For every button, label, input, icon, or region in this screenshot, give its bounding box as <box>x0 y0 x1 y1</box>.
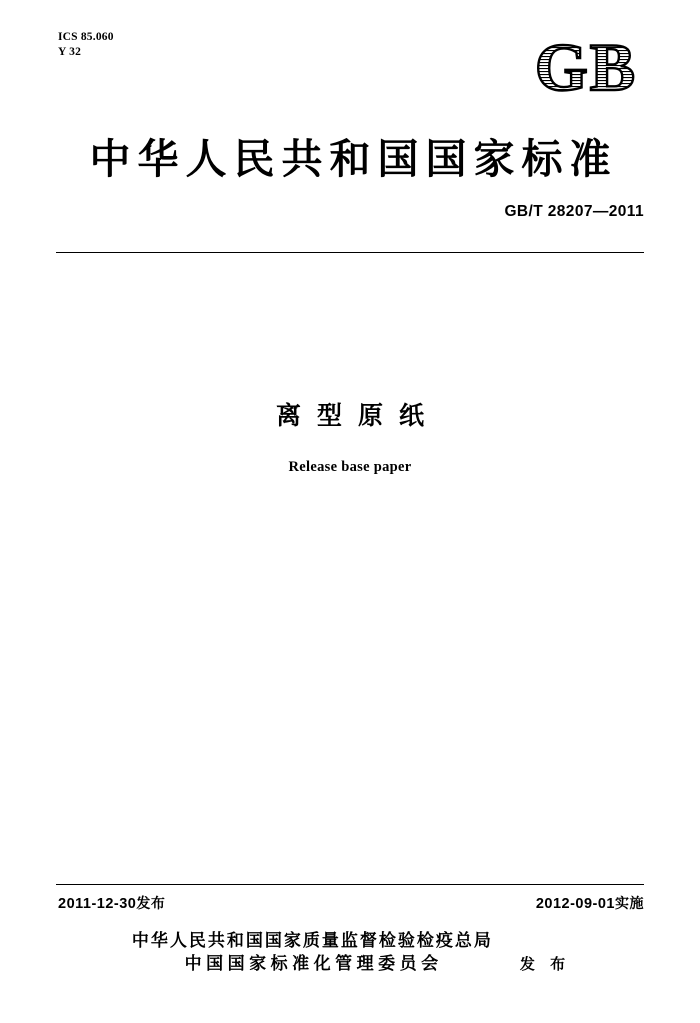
standard-number: GB/T 28207—2011 <box>504 203 644 220</box>
issue-date-label: 发布 <box>136 896 166 912</box>
publisher-block <box>0 930 700 976</box>
ics-classification-block <box>58 30 114 60</box>
national-standard-title: 中华人民共和国国家标准 <box>89 135 618 183</box>
issue-date <box>58 893 165 913</box>
document-title-en: Release base paper <box>288 459 412 475</box>
publisher-name-line1: 中华人民共和国国家质量监督检验检疫总局 <box>131 931 493 951</box>
ics-code: ICS 85.060 <box>58 31 114 43</box>
publisher-name-line2: 中国国家标准化管理委员会 <box>184 954 443 974</box>
header-divider <box>56 252 644 253</box>
effective-date-value: 2012-09-01 <box>535 896 615 912</box>
footer-divider <box>56 884 644 885</box>
publisher-issue-label: 发 布 <box>519 955 571 973</box>
issue-date-value: 2011-12-30 <box>58 896 137 912</box>
document-title-cn: 离型原纸 <box>275 401 440 430</box>
svg-text:GB: GB <box>534 32 638 104</box>
effective-date-label: 实施 <box>615 896 644 912</box>
classification-code: Y 32 <box>58 46 82 58</box>
effective-date <box>536 893 644 913</box>
gb-logo <box>527 32 645 104</box>
